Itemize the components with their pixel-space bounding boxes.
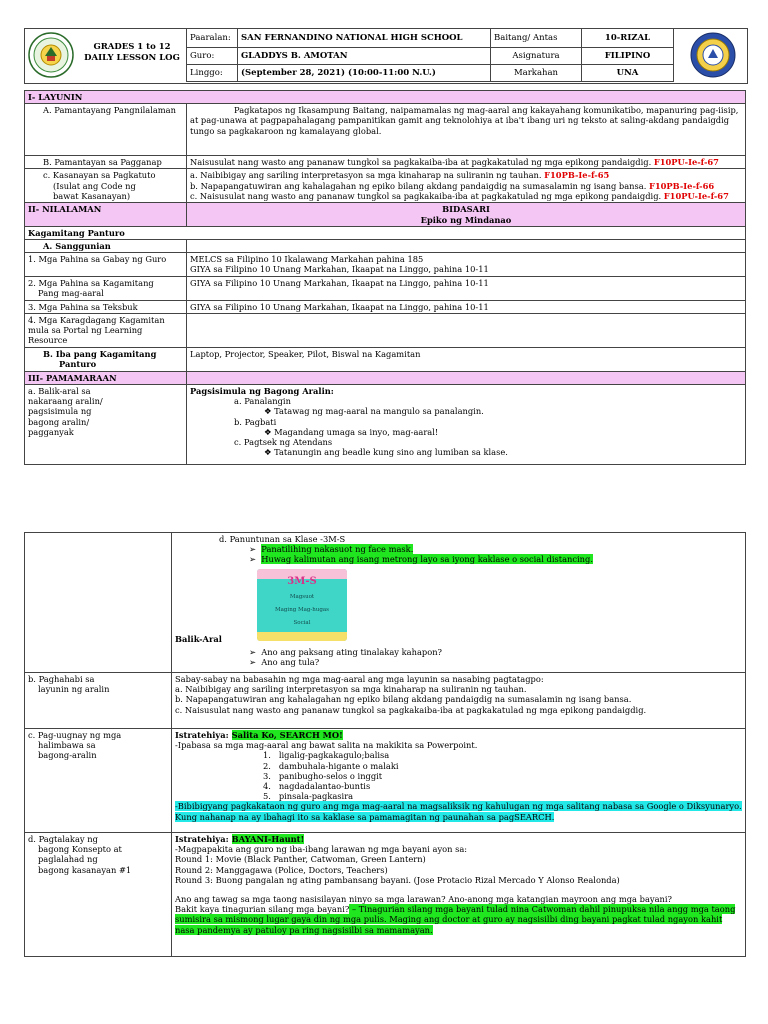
sanggunian-label: A. Sanggunian — [25, 240, 187, 253]
bayani-question-2-text: Bakit kaya tinagurian silang mga bayani? — [175, 904, 350, 915]
bayani-strategy — [175, 834, 742, 844]
kasanayan-text — [187, 169, 746, 203]
strategy-value: Salita Ko, SEARCH MO! — [231, 730, 343, 740]
strategy-label: Istratehiya: — [175, 834, 229, 844]
kasanayan-c-text: c. Naisusulat nang wasto ang pananaw tungkol sa pagkakaiba-iba at pagkakatulad ng mga epikong pandaigdig. — [190, 190, 662, 201]
poster-line-2: Maging Mag-hugas — [275, 606, 329, 613]
pagbati-item: b. Pagbati — [234, 416, 277, 427]
pagganap-text: Naisusulat nang wasto ang pananaw tungkol sa pagkakaiba-iba at pagkakatulad ng mga epikong pandaigdig. — [190, 157, 652, 168]
pag-uugnay-label — [25, 729, 172, 833]
teacher-label: Guro: — [187, 48, 238, 65]
pamantayan-pagganap-label: B. Pamantayan sa Pagganap — [25, 156, 187, 169]
kasanayan-label — [25, 169, 187, 203]
kasanayan-b-text: b. Napapangatuwiran ang kahalagahan ng epiko bilang akdang pandaigdig na sumasalamin ng isang bansa. — [190, 180, 647, 191]
pag-uugnay-content — [172, 729, 746, 833]
paghahabi-intro: Sabay-sabay na babasahin ng mga mag-aaral ang mga layunin sa nasabing pagtatagpo: — [175, 674, 544, 684]
date-value: (September 28, 2021) (10:00-11:00 N.U.) — [238, 65, 491, 82]
round-1: Round 1: Movie (Black Panther, Catwoman, Green Lantern) — [175, 854, 426, 865]
paghahabi-a: a. Naibibigay ang sariling interpretasyon sa mga kinaharap na suliranin ng tauhan. — [175, 684, 527, 695]
kasanayan-b — [190, 181, 742, 191]
pag-uugnay-label-1: c. Pag-uugnay ng mga — [28, 730, 122, 740]
kagamitang-mag-aaral-text: GIYA sa Filipino 10 Unang Markahan, Ikaapat na Linggo, pahina 10-11 — [187, 277, 746, 300]
section-nilalaman: II- NILALAMAN — [25, 203, 187, 226]
iba-pang-kagamitan-label-1: B. Iba pang Kagamitang — [43, 348, 157, 359]
karagdagang-kagamitan-text — [187, 313, 746, 347]
word-2: dambuhala-higante o malaki — [278, 760, 399, 771]
kasanayan-label-2: (Isulat ang Code ng — [53, 180, 136, 191]
quarter-value: UNA — [582, 65, 674, 82]
kasanayan-label-1: c. Kasanayan sa Pagkatuto — [43, 170, 156, 181]
word-list — [175, 750, 742, 801]
poster-line-3: Social — [293, 619, 311, 626]
paghahabi-label-2: layunin ng aralin — [38, 684, 110, 695]
panalangin-item: a. Panalangin — [234, 396, 291, 407]
paghahabi-label-1: b. Paghahabi sa — [28, 674, 95, 684]
panuntunan-rule-1: ➢ Panatilihing nakasuot ng face mask. — [249, 544, 414, 555]
q2-text: Ano ang tula? — [261, 656, 320, 667]
form-title — [78, 42, 186, 64]
gabay-guro-ref-2: GIYA sa Filipino 10 Unang Markahan, Ikaapat na Linggo, pahina 10-11 — [190, 264, 489, 275]
pagtalakay-label — [25, 833, 172, 957]
balik-aral-label-text: a. Balik-aral sa nakaraang aralin/ pagsisimula ng bagong aralin/ pagganyak — [28, 386, 103, 437]
pagsisimula-title: Pagsisimula ng Bagong Aralin: — [190, 386, 334, 397]
balik-aral-q2: ➢ Ano ang tula? — [249, 656, 320, 667]
teacher-value: GLADDYS B. AMOTAN — [238, 48, 491, 65]
atendans-item: c. Pagtsek ng Atendans — [234, 437, 333, 448]
lesson-table-page2 — [24, 532, 746, 957]
balik-aral-content — [187, 385, 746, 465]
salita-ko-strategy — [175, 730, 742, 740]
pagtalakay-label-4: bagong kasanayan #1 — [38, 864, 132, 875]
word-5: pinsala-pagkasira — [278, 791, 354, 802]
kasanayan-label-3: bawat Kasanayan) — [53, 190, 131, 201]
atendans-detail: ❖ Tatanungin ang beadle kung sino ang lumiban sa klase. — [264, 447, 508, 458]
strategy-value: BAYANI-Haunt! — [231, 834, 305, 844]
kasanayan-b-code: F10PB-Ie-f-66 — [649, 180, 715, 191]
pamantayang-pangnilalaman-label: A. Pamantayang Pangnilalaman — [25, 104, 187, 156]
word-3: panibugho-selos o inggit — [278, 770, 383, 781]
kagamitang-mag-aaral-label — [25, 277, 187, 300]
salita-intro: -Ipabasa sa mga mag-aaral ang bawat salita na makikita sa Powerpoint. — [175, 740, 478, 751]
sanggunian-empty — [187, 240, 746, 253]
panuntunan-content — [172, 533, 746, 673]
grade-label: Baitang/ Antas — [491, 29, 582, 48]
dll-title: DAILY LESSON LOG — [84, 53, 180, 63]
kagamitang-mag-aaral-label-2: Pang mag-aaral — [38, 288, 104, 299]
bayani-intro: -Magpapakita ang guro ng iba-ibang larawan ng mga bayani ayon sa: — [175, 844, 468, 855]
bayani-answer: – Tinagurian silang mga bayani tulad nina Catwoman dahil pinupuksa nila angg mga taong sumisira sa mismong lugar gaya din ng mga pulis. Maging ang doctor at guro ay nagsisilbi ding bayani pagkat tulad ngayon kahit nasa pandemya ay patuloy pa ring nagsisilbi sa mamamayan. — [175, 904, 736, 935]
pag-uugnay-label-3: bagong-aralin — [38, 750, 97, 761]
kasanayan-c — [190, 191, 742, 201]
poster-title: 3M-S — [287, 575, 317, 587]
word-item: 3. panibugho-selos o inggit — [263, 770, 383, 781]
karagdagang-kagamitan-label: 4. Mga Karagdagang Kagamitan mula sa Portal ng Learning Resource — [25, 313, 187, 347]
grade-value: 10-RIZAL — [582, 29, 674, 48]
lesson-table-page1 — [24, 90, 746, 465]
school-label: Paaralan: — [187, 29, 238, 48]
gabay-guro-label: 1. Mga Pahina sa Gabay ng Guro — [25, 253, 187, 277]
pagtalakay-label-3: paglalahad ng — [38, 854, 98, 865]
round-2: Round 2: Manggagawa (Police, Doctors, Teachers) — [175, 864, 388, 875]
balik-aral-cont-label — [25, 533, 172, 673]
nilalaman-title: BIDASARI — [442, 204, 490, 215]
paghahabi-label — [25, 673, 172, 729]
teksbuk-label: 3. Mga Pahina sa Teksbuk — [25, 300, 187, 313]
word-item: 5. pinsala-pagkasira — [263, 791, 354, 802]
rule-2-text: Huwag kalimutan ang isang metrong layo sa iyong kaklase o social distancing. — [261, 554, 593, 565]
pagganap-code: F10PU-Ie-f-67 — [653, 157, 719, 168]
salita-note — [175, 801, 742, 821]
kagamitang-mag-aaral-label-1: 2. Mga Pahina sa Kagamitang — [28, 278, 154, 289]
3ms-poster — [257, 569, 347, 641]
word-item: 2. dambuhala-higante o malaki — [263, 760, 399, 771]
word-1: ligalig-pagkakagulo;balisa — [278, 750, 390, 761]
balik-aral-heading: Balik-Aral — [175, 634, 222, 644]
kasanayan-a — [190, 170, 742, 180]
panuntunan-rule-2: ➢ Huwag kalimutan ang isang metrong layo sa iyong kaklase o social distancing. — [249, 554, 593, 565]
kasanayan-c-code: F10PU-Ie-f-67 — [663, 190, 729, 201]
kasanayan-a-code: F10PB-Ie-f-65 — [544, 170, 610, 181]
word-item: 4. nagdadalantao-buntis — [263, 781, 371, 792]
bayani-question-1: Ano ang tawag sa mga taong nasisilayan ninyo sa mga larawan? Ano-anong mga katangian mayroon ang mga bayani? — [175, 894, 672, 905]
rule-1-text: Panatilihing nakasuot ng face mask. — [261, 544, 414, 555]
pagbati-detail: ❖ Magandang umaga sa inyo, mag-aaral! — [264, 426, 439, 437]
salita-note-text: -Bibibigyang pagkakataon ng guro ang mga mag-aaral na magsaliksik ng kahulugan ng mga salitang nabasa sa Google o Diksyunaryo. Kung nahanap na ay ibahagi ito sa kaklase sa pamamagitan ng paunahan sa pagSEARCH. — [175, 801, 742, 822]
paghahabi-b: b. Napapangatuwiran ang kahalagahan ng epiko bilang akdang pandaigdig na sumasalamin ng isang bansa. — [175, 694, 632, 705]
subject-label: Asignatura — [491, 48, 582, 65]
iba-pang-kagamitan-label — [25, 347, 187, 371]
strategy-label: Istratehiya: — [175, 730, 229, 740]
balik-aral-q1: ➢ Ano ang paksang ating tinalakay kahapon? — [249, 646, 442, 657]
pag-uugnay-label-2: halimbawa sa — [38, 740, 96, 751]
word-4: nagdadalantao-buntis — [278, 781, 371, 792]
poster-line-1: Magsuot — [289, 593, 315, 600]
panuntunan-title: d. Panuntunan sa Klase -3M-S — [219, 534, 346, 544]
balik-aral-label — [25, 385, 187, 465]
panalangin-detail: ❖ Tatawag ng mag-aaral na mangulo sa panalangin. — [264, 406, 484, 417]
round-3: Round 3: Buong pangalan ng ating pambansang bayani. (Jose Protacio Rizal Mercado Y Alonso Realonda) — [175, 874, 620, 885]
header-table — [186, 28, 674, 82]
gabay-guro-text — [187, 253, 746, 277]
nilalaman-content — [187, 203, 746, 226]
deped-seal-logo — [28, 32, 74, 78]
quarter-label: Markahan — [491, 65, 582, 82]
subject-value: FILIPINO — [582, 48, 674, 65]
school-value: SAN FERNANDINO NATIONAL HIGH SCHOOL — [238, 29, 491, 48]
word-item: 1. ligalig-pagkakagulo;balisa — [263, 750, 390, 761]
date-label: Linggo: — [187, 65, 238, 82]
school-seal-logo — [690, 32, 736, 78]
pamantayan-pagganap-text — [187, 156, 746, 169]
section-pamamaraan: III- PAMAMARAAN — [25, 371, 187, 384]
iba-pang-kagamitan-label-2: Panturo — [59, 359, 97, 370]
nilalaman-subtitle: Epiko ng Mindanao — [420, 214, 512, 225]
paghahabi-content — [172, 673, 746, 729]
pamantayang-pangnilalaman-text: Pagkatapos ng Ikasampung Baitang, naipamamalas ng mag-aaral ang kakayahang komunikatibo, mapanuring pag-iisip, at pag-unawa at pagpapahalagang pampanitikan gamit ang teknolohiya at iba't ibang uri ng teksto at saling-akdang pandaigdig tungo sa pagkakaroon ng kamalayang global. — [187, 104, 746, 156]
gabay-guro-ref-1: MELCS sa Filipino 10 Ikalawang Markahan pahina 185 — [190, 254, 424, 265]
bayani-question-2 — [175, 904, 742, 935]
paghahabi-c: c. Naisusulat nang wasto ang pananaw tungkol sa pagkakaiba-iba at pagkakatulad ng mga epikong pandaigdig. — [175, 704, 647, 715]
pagtalakay-label-2: bagong Konsepto at — [38, 844, 122, 855]
teksbuk-text: GIYA sa Filipino 10 Unang Markahan, Ikaapat na Linggo, pahina 10-11 — [187, 300, 746, 313]
grade-title: GRADES 1 to 12 — [93, 42, 171, 52]
section-layunin: I- LAYUNIN — [25, 91, 746, 104]
q1-text: Ano ang paksang ating tinalakay kahapon? — [261, 646, 442, 657]
pagtalakay-label-1: d. Pagtalakay ng — [28, 834, 98, 844]
pagtalakay-content — [172, 833, 746, 957]
kasanayan-a-text: a. Naibibigay ang sariling interpretasyon sa mga kinaharap na suliranin ng tauhan. — [190, 170, 542, 181]
pamamaraan-empty — [187, 371, 746, 384]
iba-pang-kagamitan-text: Laptop, Projector, Speaker, Pilot, Biswal na Kagamitan — [187, 347, 746, 371]
kagamitang-panturo: Kagamitang Panturo — [25, 226, 746, 239]
